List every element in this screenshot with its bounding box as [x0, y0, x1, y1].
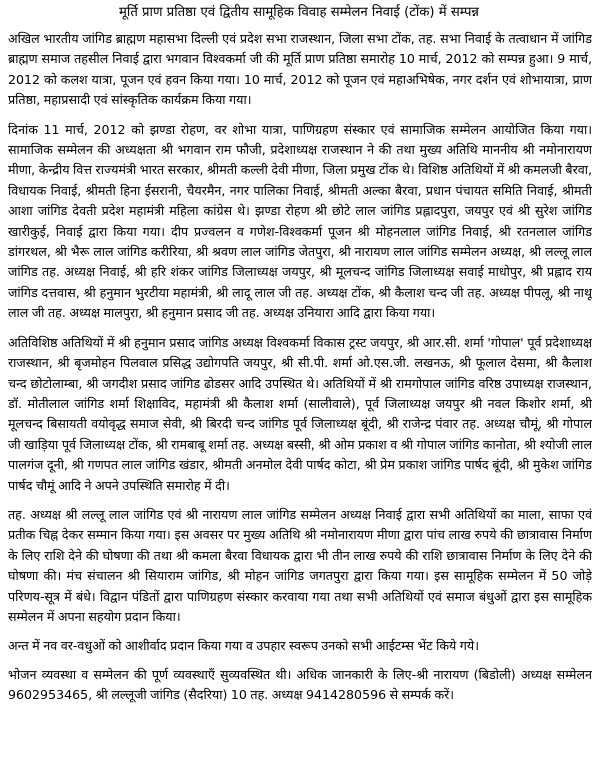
paragraph-intro: अखिल भारतीय जांगिड ब्राह्मण महासभा दिल्ली एवं प्रदेश सभा राजस्थान, जिला सभा टोंक, तह. सभा निवाई के तत्वाधान में जांगिड ब्राह्मण समाज तहसील निवाई द्वारा भगवान विश्वकर्मा जी की मूर्ति प्राण प्रतिष्ठा समारोह 10 मार्च, 2012 को सम्पन्न हुआ। 9 मार्च, 2012 को कलश यात्रा, पूजन एवं हवन किया गया। 10 मार्च, 2012 को पूजन एवं महाअभिषेक, नगर दर्शन एवं शोभायात्रा, प्राण प्रतिष्ठा, महाप्रसादी एवं सांस्कृतिक कार्यक्रम किया गया। [8, 31, 592, 108]
article-title: मूर्ति प्राण प्रतिष्ठा एवं द्वितीय सामूहिक विवाह सम्मेलन निवाई (टोंक) में सम्पन्न [119, 5, 479, 20]
paragraph-event-details: दिनांक 11 मार्च, 2012 को झण्डा रोहण, वर शोभा यात्रा, पाणिग्रहण संस्कार एवं सामाजिक सम्मेलन आयोजित किया गया। सामाजिक सम्मेलन की अध्यक्षता श्री भगवान राम फौजी, प्रदेशाध्यक्ष राजस्थान ने की तथा मुख्य अतिथि माननीय श्री नमोनारायण मीणा, केन्द्रीय वित्त राज्यमंत्री भारत सरकार, श्रीमती कल्ली देवी मीणा, जिला प्रमुख टोंक थे। विशिष्ठ अतिथियों में श्री कमलजी बैरवा, विधायक निवाई, श्रीमती हिना ईसरानी, चैयरमैन, नगर पालिका निवाई, श्रीमती अल्का बैरवा, प्रधान पंचायत समिति निवाई, श्रीमती आशा जांगिड देवती प्रदेश महामंत्री महिला कांग्रेस थे। झण्डा रोहण श्री छोटे लाल जांगिड प्रह्लादपुरा, जयपुर एवं श्री सुरेश जांगिड खारीकुई, निवाई द्वारा किया गया। दीप प्रज्वलन व गणेश-विश्वकर्मा पूजन श्री मोहनलाल जांगिड निवाई, श्री रतनलाल जांगिड डांगरथल, श्री भैरू लाल जांगिड करीरिया, श्री श्रवण लाल जांगिड जेतपुरा, श्री नारायण लाल जांगिड सम्मेलन अध्यक्ष, श्री लल्लू लाल जांगिड तह. अध्यक्ष निवाई, श्री हरि शंकर जांगिड जिलाध्यक्ष जयपुर, श्री मूलचन्द जांगिड जिलाध्यक्ष सवाई माधोपुर, श्री प्रह्लाद राय जांगिड दत्तवास, श्री हनुमान भुरटीया महामंत्री, श्री लादू लाल जी तह. अध्यक्ष टोंक, श्री कैलाश चन्द जी तह. अध्यक्ष पीपलू, श्री नाथू लाल जी तह. अध्यक्ष मालपुरा, श्री हनुमान प्रसाद जी तह. अध्यक्ष उनियारा आदि द्वारा किया गया। [8, 121, 592, 321]
paragraph-special-guests: अतिविशिष्ठ अतिथियों में श्री हनुमान प्रसाद जांगिड अध्यक्ष विश्वकर्मा विकास ट्रस्ट जयपुर, श्री आर.सी. शर्मा 'गोपाल' पूर्व प्रदेशाध्यक्ष राजस्थान, श्री बृजमोहन पिलवाल प्रसिद्ध उद्योगपति जयपुर, श्री सी.पी. शर्मा ओ.एस.जी. लखनऊ, श्री फूलाल देसमा, श्री कैलाश चन्द छोटोलाम्बा, श्री जगदीश प्रसाद जांगिड ढोडसर आदि उपस्थित थे। अतिथियों में श्री रामगोपाल जांगिड वरिष्ठ उपाध्यक्ष राजस्थान, डॉ. मोतीलाल जांगिड शर्मा शिक्षाविद, महामंत्री श्री कैलाश शर्मा (सालीवाले), पूर्व जिलाध्यक्ष जयपुर श्री नवल किशोर शर्मा, श्री मूलचन्द बिसायती वयोवृद्ध समाज सेवी, श्री बिरदी चन्द जांगिड पूर्व जिलाध्यक्ष बूंदी, श्री राजेन्द्र पंवार तह. अध्यक्ष चौमूं, श्री गोपाल जी खाड़िया पूर्व जिलाध्यक्ष टोंक, श्री रामबाबू शर्मा तह. अध्यक्ष बस्सी, श्री ओम प्रकाश व श्री गोपाल जांगिड कानोता, श्री श्योजी लाल पालगंज दूनी, श्री गणपत लाल जांगिड खंडार, श्रीमती अनमोल देवी पार्षद कोटा, श्री प्रेम प्रकाश जांगिड पार्षद बूंदी, श्री मुकेश जांगिड पार्षद चौमूं आदि ने अपने उपस्थिति समारोह में दी। [8, 334, 592, 493]
paragraph-felicitation: तह. अध्यक्ष श्री लल्लू लाल जांगिड एवं श्री नारायण लाल जांगिड सम्मेलन अध्यक्ष निवाई द्वारा सभी अतिथियों का माला, साफा एवं प्रतीक चिह्न देकर सम्मान किया गया। इस अवसर पर मुख्य अतिथि श्री नमोनारायण मीणा द्वारा पांच लाख रुपये की छात्रावास निर्माण के लिए राशि देने की घोषणा की तथा श्री कमला बैरवा विधायक द्वारा भी तीन लाख रुपये की राशि छात्रावास निर्माण के लिए देने की घोषणा की। मंच संचालन श्री सियाराम जांगिड, श्री मोहन जांगिड जगतपुरा द्वारा किया गया। इस सामूहिक सम्मेलन में 50 जोड़े परिणय-सूत्र में बंधे। विद्वान पंडितों द्वारा पाणिग्रहण संस्कार करवाया गया तथा सभी अतिथियों एवं समाज बंधुओं द्वारा इस सामूहिक सम्मेलन में अपना सहयोग प्रदान किया। [8, 506, 592, 624]
paragraph-blessings: अन्त में नव वर-वधुओं को आशीर्वाद प्रदान किया गया व उपहार स्वरूप उनको सभी आईटम्स भेंट किये गये। [8, 638, 479, 654]
paragraph-contact: भोजन व्यवस्था व सम्मेलन की पूर्ण व्यवस्थाएँ सुव्यवस्थित थी। अधिक जानकारी के लिए-श्री नारायण (बिडोली) अध्यक्ष सम्मेलन 9602953465, श्री लल्लूजी जांगिड (सैदरिया) 10 तह. अध्यक्ष 9414280596 से सम्पर्क करें। [8, 666, 592, 703]
